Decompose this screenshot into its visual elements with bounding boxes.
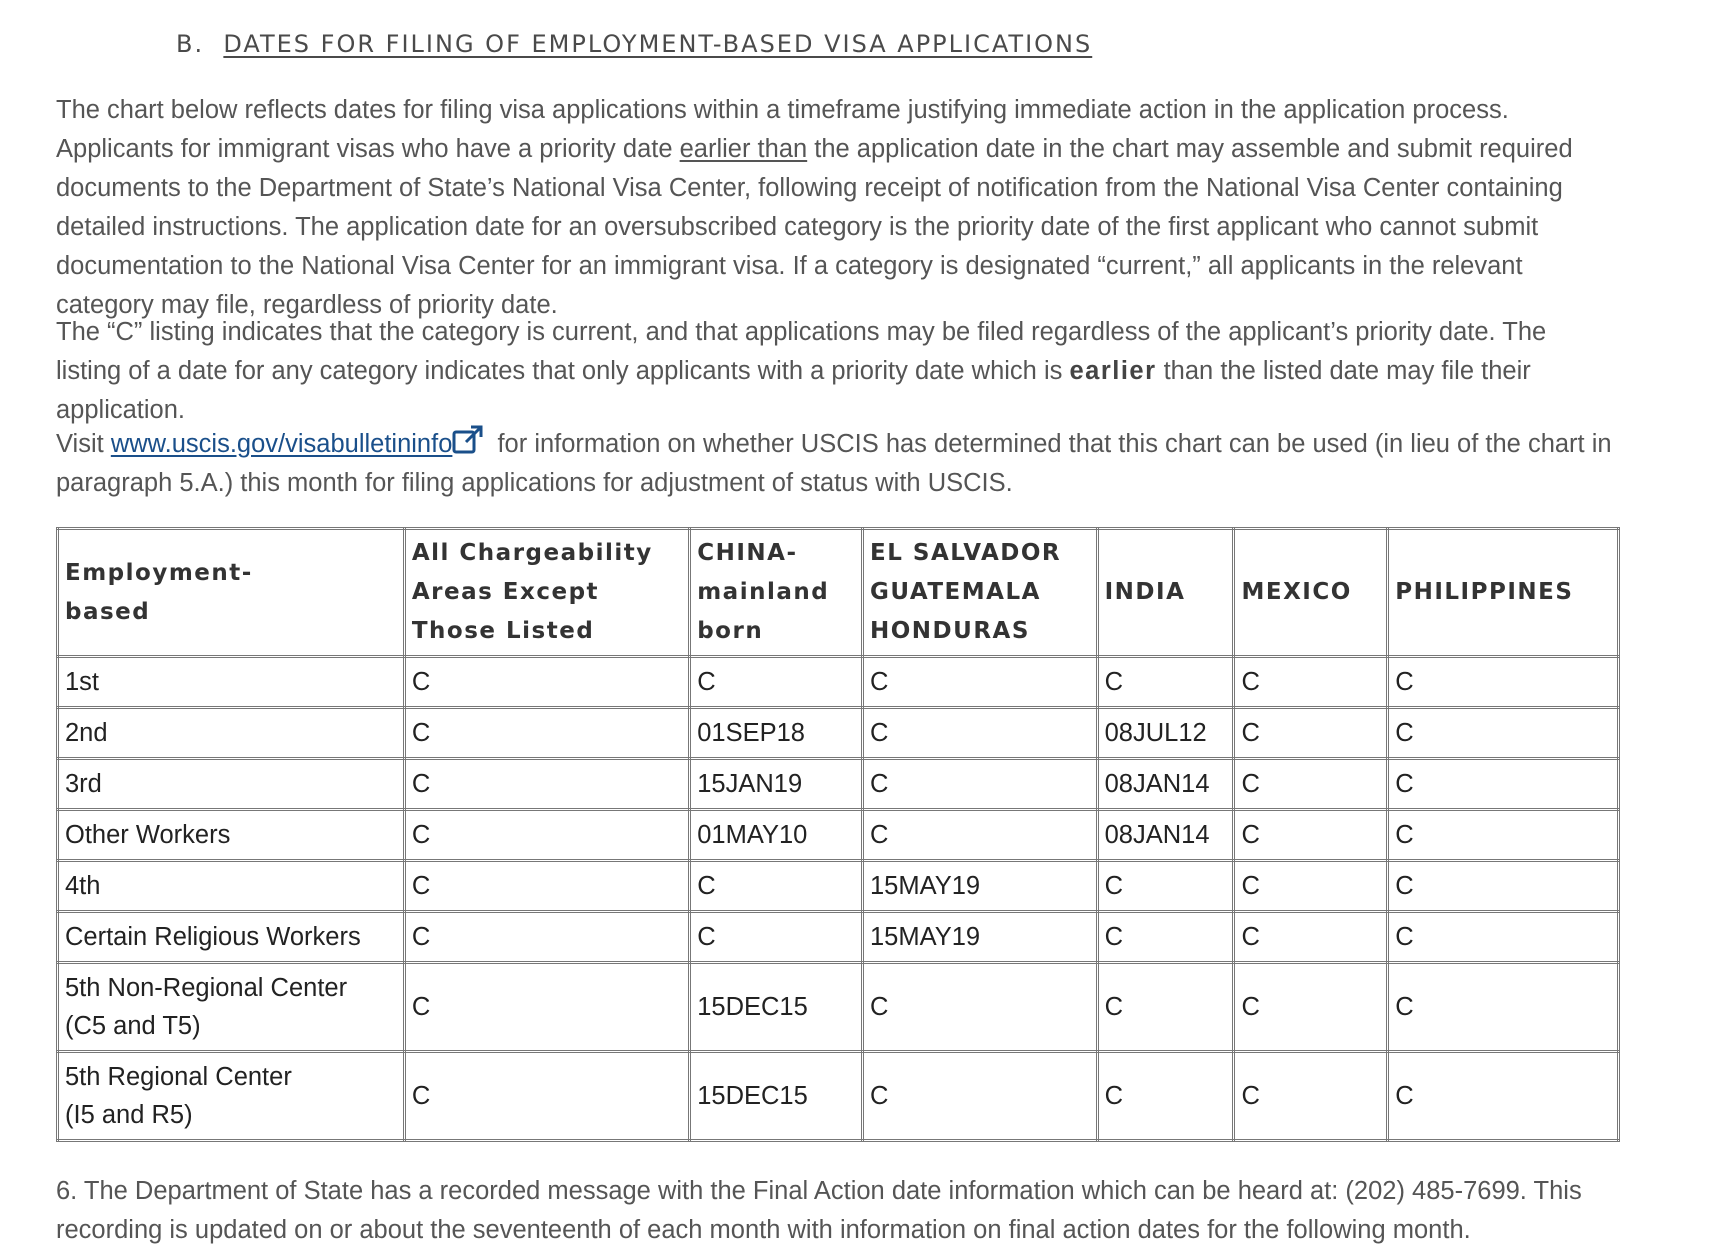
table-cell: 15JAN19 xyxy=(690,759,863,810)
table-cell: 15MAY19 xyxy=(863,861,1098,912)
table-cell: C xyxy=(1388,912,1619,963)
external-link-icon[interactable] xyxy=(452,425,484,455)
table-cell: C xyxy=(1388,963,1619,1052)
intro-p2-bold: earlier xyxy=(1069,357,1157,385)
table-body xyxy=(58,657,1619,1141)
intro-p2-text-2: than the listed date may file their application. xyxy=(56,357,1531,424)
table-cell: C xyxy=(863,963,1098,1052)
table-cell: C xyxy=(404,708,689,759)
row-category-line: 4th xyxy=(65,872,101,900)
table-cell: 01SEP18 xyxy=(690,708,863,759)
table-cell: C xyxy=(1234,759,1388,810)
table-cell: C xyxy=(690,657,863,708)
employment-dates-table xyxy=(56,527,1620,1142)
row-category xyxy=(58,708,405,759)
table-row xyxy=(58,861,1619,912)
table-cell: C xyxy=(404,1052,689,1141)
column-header-line: born xyxy=(697,618,764,644)
row-category-line: 5th Non-Regional Center xyxy=(65,974,348,1002)
table-cell: 15DEC15 xyxy=(690,1052,863,1141)
row-category-line: (I5 and R5) xyxy=(65,1101,193,1129)
table-cell: C xyxy=(404,657,689,708)
column-header-line: PHILIPPINES xyxy=(1395,579,1574,605)
table-cell: C xyxy=(1234,708,1388,759)
column-header-line: MEXICO xyxy=(1241,579,1352,605)
table-cell: C xyxy=(1388,657,1619,708)
row-category xyxy=(58,912,405,963)
column-header xyxy=(404,529,689,657)
table-cell: C xyxy=(1234,912,1388,963)
table-cell: 08JAN14 xyxy=(1097,810,1234,861)
table-cell: C xyxy=(863,708,1098,759)
table-cell: C xyxy=(404,963,689,1052)
column-header-line: Areas Except xyxy=(411,579,600,605)
column-header-line: Those Listed xyxy=(411,618,595,644)
row-category xyxy=(58,759,405,810)
row-category xyxy=(58,657,405,708)
table-cell: C xyxy=(1097,912,1234,963)
table-cell: C xyxy=(1234,1052,1388,1141)
row-category xyxy=(58,861,405,912)
table-row xyxy=(58,810,1619,861)
row-category-line: (C5 and T5) xyxy=(65,1012,201,1040)
table-cell: 08JAN14 xyxy=(1097,759,1234,810)
intro-paragraph-2 xyxy=(56,313,1616,430)
section-heading xyxy=(176,30,1092,58)
table-cell: C xyxy=(1097,1052,1234,1141)
table-cell: C xyxy=(690,861,863,912)
column-header-line: Employment- xyxy=(65,559,253,586)
table-cell: C xyxy=(1234,810,1388,861)
table-cell: C xyxy=(863,810,1098,861)
column-header xyxy=(1097,529,1234,657)
table-cell: C xyxy=(1097,963,1234,1052)
table-cell: C xyxy=(1388,861,1619,912)
table-cell: C xyxy=(1388,708,1619,759)
table-cell: C xyxy=(404,810,689,861)
row-category xyxy=(58,1052,405,1141)
section-prefix: B. xyxy=(176,30,205,58)
uscis-visabulletin-link[interactable]: www.uscis.gov/visabulletininfo xyxy=(110,430,453,458)
intro-p2-text: The “C” listing indicates that the category is current, and that applications may be filed regardless of the applicant’s priority date. The listing of a date for any category indicates that only applicants with a priority date which is xyxy=(56,318,1547,385)
row-category-line: 1st xyxy=(65,668,100,696)
table-row xyxy=(58,1052,1619,1141)
table-row xyxy=(58,759,1619,810)
table-cell: C xyxy=(1097,861,1234,912)
column-header-line: HONDURAS xyxy=(870,618,1030,644)
column-header xyxy=(58,529,405,657)
table-cell: C xyxy=(404,912,689,963)
table-cell: C xyxy=(1234,963,1388,1052)
table-cell: C xyxy=(863,759,1098,810)
column-header xyxy=(1234,529,1388,657)
intro-paragraph-1 xyxy=(56,91,1616,325)
table-cell: C xyxy=(1234,657,1388,708)
table-row xyxy=(58,708,1619,759)
column-header xyxy=(690,529,863,657)
column-header-line: based xyxy=(65,598,151,625)
column-header-line: EL SALVADOR xyxy=(870,540,1062,566)
table-row xyxy=(58,657,1619,708)
table-cell: C xyxy=(404,759,689,810)
table-cell: C xyxy=(863,657,1098,708)
table-cell: 15DEC15 xyxy=(690,963,863,1052)
row-category-line: 2nd xyxy=(65,719,108,747)
footnote-recorded-message: 6. The Department of State has a recorded message with the Final Action date information which can be heard at: (202) 485-7699. This recording is updated on or about the seventeenth of each month with information on final action dates for the following month. xyxy=(56,1177,1582,1244)
table-cell: C xyxy=(404,861,689,912)
row-category-line: 5th Regional Center xyxy=(65,1063,292,1091)
section-title: DATES FOR FILING OF EMPLOYMENT-BASED VISA APPLICATIONS xyxy=(223,30,1093,58)
intro-paragraph-3 xyxy=(56,425,1616,503)
column-header xyxy=(863,529,1098,657)
table-cell: C xyxy=(1388,759,1619,810)
row-category xyxy=(58,810,405,861)
row-category-line: Other Workers xyxy=(65,821,231,849)
row-category-line: 3rd xyxy=(65,770,102,798)
table-cell: 15MAY19 xyxy=(863,912,1098,963)
column-header-line: All Chargeability xyxy=(411,540,653,566)
column-header xyxy=(1388,529,1619,657)
table-cell: C xyxy=(1234,861,1388,912)
row-category xyxy=(58,963,405,1052)
table-cell: C xyxy=(1097,657,1234,708)
column-header-line: INDIA xyxy=(1104,579,1186,605)
intro-p3-suffix: for information on whether USCIS has determined that this chart can be used (in lieu of the chart in paragraph 5.A.) this month for filing applications for adjustment of status with USCIS. xyxy=(56,430,1612,497)
intro-p1-text: The chart below reflects dates for filing visa applications within a timeframe justifying immediate action in the application process. Applicants for immigrant visas who have a priority date xyxy=(56,96,1509,163)
table-header-row xyxy=(58,529,1619,657)
column-header-line: mainland xyxy=(697,579,830,605)
intro-p1-text-2: the application date in the chart may assemble and submit required documents to the Department of State’s National Visa Center, following receipt of notification from the National Visa Center containing detailed instructions. The application date for an oversubscribed category is the priority date of the first applicant who cannot submit documentation to the National Visa Center for an immigrant visa. If a category is designated “current,” all applicants in the relevant category may file, regardless of priority date. xyxy=(56,135,1573,319)
column-header-line: CHINA- xyxy=(697,540,798,566)
table-cell: 01MAY10 xyxy=(690,810,863,861)
table-cell: C xyxy=(690,912,863,963)
table-cell: C xyxy=(863,1052,1098,1141)
table-cell: C xyxy=(1388,1052,1619,1141)
table-cell: C xyxy=(1388,810,1619,861)
intro-p1-underline: earlier than xyxy=(679,135,808,163)
row-category-line: Certain Religious Workers xyxy=(65,923,361,951)
table-cell: 08JUL12 xyxy=(1097,708,1234,759)
column-header-line: GUATEMALA xyxy=(870,579,1041,605)
table-row xyxy=(58,912,1619,963)
intro-p3-prefix: Visit xyxy=(56,430,111,458)
table-row xyxy=(58,963,1619,1052)
